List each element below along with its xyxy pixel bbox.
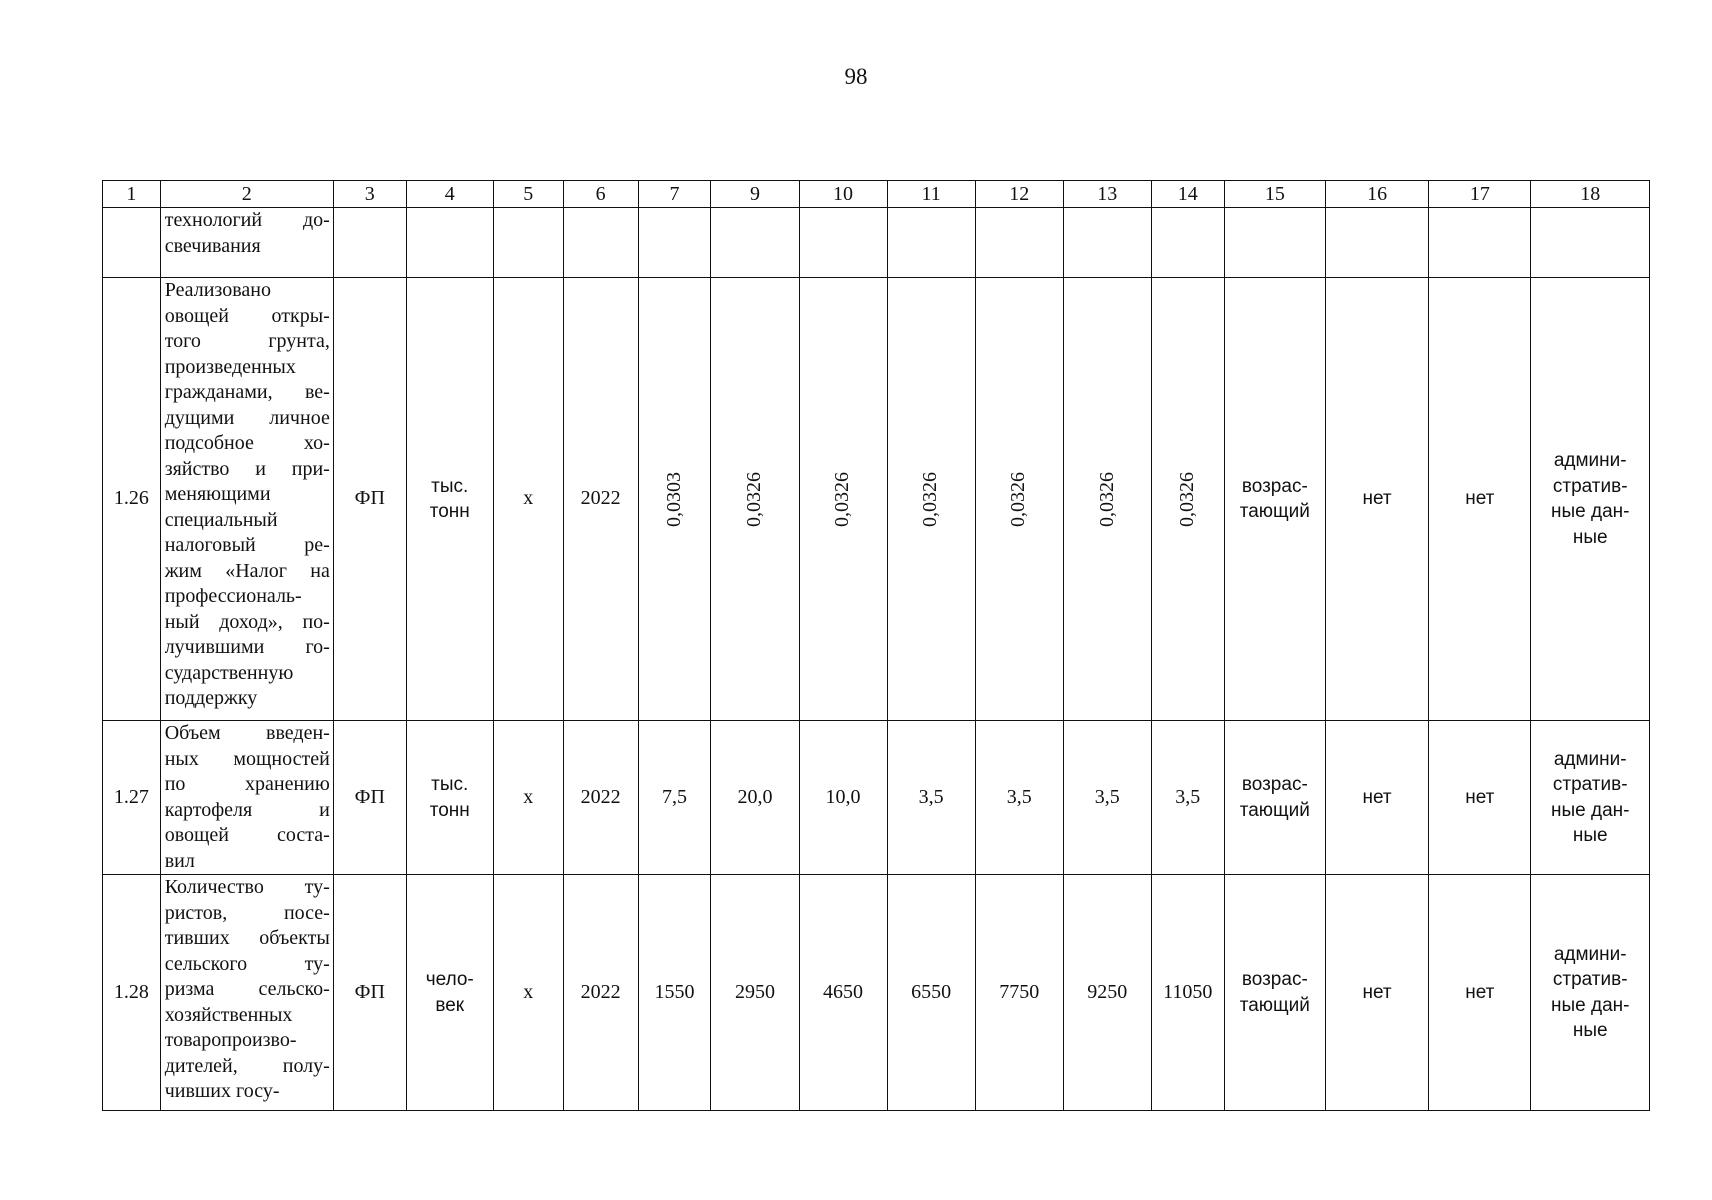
cell-description [160,278,333,721]
value-text: 0,0303 [662,471,685,527]
cell-value: 1550 [638,875,711,1111]
cell-value: 7,5 [638,721,711,875]
text-line: стратив- [1552,969,1628,990]
text-line: сельского ту- [164,952,330,975]
column-number-6: 6 [563,181,638,208]
cell-value: 6550 [887,875,975,1111]
text-line: ных мощностей [164,747,330,770]
cell-col5: х [493,721,563,875]
cell-data-source [1531,721,1650,875]
text-line: тонн [429,501,470,522]
indicators-table [102,180,1650,1111]
text-line: овощей откры- [164,304,330,327]
value-text: 0,0326 [831,471,854,527]
column-number-4: 4 [406,181,493,208]
text-line: тыс. [431,475,469,497]
column-number-12: 12 [975,181,1063,208]
cell-value [799,278,887,721]
cell-year: 2022 [563,721,638,875]
cell-source: ФП [333,278,406,721]
text-line: ные [1572,526,1608,548]
text-line: жим «Налог на [164,559,330,582]
cell-col17: нет [1429,875,1531,1111]
cell-col16: нет [1325,875,1428,1111]
cell-unit [406,875,493,1111]
text-line: технологий до- [164,209,330,231]
cell-trend [1224,721,1325,875]
value-text: 0,0326 [743,471,766,527]
text-line: тающий [1239,994,1310,1016]
text-line: того грунта, [164,330,330,352]
text-line: по хранению [164,773,330,795]
column-number-2: 2 [160,181,333,208]
column-number-10: 10 [799,181,887,208]
table-row [103,875,1650,1111]
text-line: админи- [1553,450,1627,471]
text-line: тыс. [431,774,469,795]
cell-data-source [1531,278,1650,721]
text-line: хозяйственных [164,1003,293,1026]
text-line: поддержку [164,687,258,709]
column-number-15: 15 [1224,181,1325,208]
text-line: ные [1572,825,1608,846]
column-number-3: 3 [333,181,406,208]
table-row [103,721,1650,875]
cell-value: 3,5 [887,721,975,875]
text-line: картофеля и [164,798,330,821]
text-line: налоговый ре- [164,534,330,556]
text-line: специальный [164,508,278,531]
cell-value: 9250 [1063,875,1151,1111]
text-line: ризма сельско- [164,978,330,1000]
text-line: дущими личное [164,406,330,429]
table-body [103,181,1650,1111]
text-line: возрас- [1241,969,1308,990]
cell-col17: нет [1429,721,1531,875]
cell-description [160,721,333,875]
text-line: Реализовано [164,279,271,301]
continuation-row [103,208,1650,278]
cell-col16: нет [1325,278,1428,721]
text-line: профессиональ- [164,585,302,607]
cell-col16: нет [1325,721,1428,875]
text-line: вил [164,849,195,872]
value-text: 0,0326 [1095,471,1118,527]
cell-col5: х [493,278,563,721]
cell-description [160,208,333,278]
text-line: ные дан- [1550,799,1630,821]
cell-value [1063,278,1151,721]
text-line: ные [1572,1020,1608,1041]
cell-year: 2022 [563,875,638,1111]
cell-num: 1.26 [103,278,161,721]
text-line: тающий [1239,501,1310,522]
table-row [103,278,1650,721]
cell-year: 2022 [563,278,638,721]
text-line: Количество ту- [164,876,330,898]
cell-value [1151,278,1224,721]
page-number: 98 [844,64,868,89]
text-line: Объем введен- [164,722,330,744]
column-number-14: 14 [1151,181,1224,208]
cell-col17: нет [1429,278,1531,721]
cell-col5: х [493,875,563,1111]
column-number-9: 9 [711,181,799,208]
cell-value [975,278,1063,721]
column-number-16: 16 [1325,181,1428,208]
text-line: ные дан- [1550,994,1630,1016]
value-text: 0,0326 [1007,471,1030,527]
cell-value: 10,0 [799,721,887,875]
text-line: товаропроизво- [164,1029,297,1051]
cell-unit [406,278,493,721]
cell-unit [406,721,493,875]
cell-value: 7750 [975,875,1063,1111]
text-line: произведенных [164,355,296,378]
text-line: век [435,994,465,1016]
text-line: чело- [425,969,474,990]
text-line: тонн [429,799,470,821]
text-line: чивших госу- [164,1080,280,1102]
text-line: дителей, полу- [164,1054,330,1077]
cell-value: 3,5 [1151,721,1224,875]
column-number-17: 17 [1429,181,1531,208]
column-number-11: 11 [887,181,975,208]
text-line: возрас- [1241,774,1308,795]
cell-data-source [1531,875,1650,1111]
column-number-5: 5 [493,181,563,208]
cell-value: 20,0 [711,721,799,875]
value-text: 0,0326 [919,471,942,527]
text-line: зяйство и при- [164,457,330,480]
text-line: свечивания [164,234,261,257]
text-line: админи- [1553,943,1627,965]
text-line: ные дан- [1550,501,1630,522]
cell-value: 11050 [1151,875,1224,1111]
cell-num: 1.27 [103,721,161,875]
text-line: админи- [1553,748,1627,770]
text-line: сударственную [164,661,294,684]
value-text: 0,0326 [1176,471,1198,527]
text-line: возрас- [1241,475,1308,497]
cell-source: ФП [333,721,406,875]
cell-value: 4650 [799,875,887,1111]
cell-value: 3,5 [1063,721,1151,875]
cell-value [887,278,975,721]
cell-num [103,208,161,278]
text-line: меняющими [164,483,271,505]
text-line: подсобное хо- [164,432,330,454]
cell-value [711,278,799,721]
cell-trend [1224,278,1325,721]
column-number-7: 7 [638,181,711,208]
cell-source: ФП [333,875,406,1111]
text-line: тивших объекты [164,927,330,949]
column-number-18: 18 [1531,181,1650,208]
text-line: овощей соста- [164,824,330,846]
cell-value: 2950 [711,875,799,1111]
column-number-1: 1 [103,181,161,208]
cell-description [160,875,333,1111]
column-numbers-row [103,181,1650,208]
column-number-13: 13 [1063,181,1151,208]
text-line: стратив- [1552,475,1628,497]
cell-num: 1.28 [103,875,161,1111]
text-line: лучившими го- [164,636,330,658]
text-line: ристов, посе- [164,901,330,924]
cell-value [638,278,711,721]
text-line: тающий [1239,799,1310,821]
text-line: ный доход», по- [164,610,330,633]
text-line: гражданами, ве- [164,381,330,403]
cell-trend [1224,875,1325,1111]
text-line: стратив- [1552,774,1628,795]
cell-value: 3,5 [975,721,1063,875]
